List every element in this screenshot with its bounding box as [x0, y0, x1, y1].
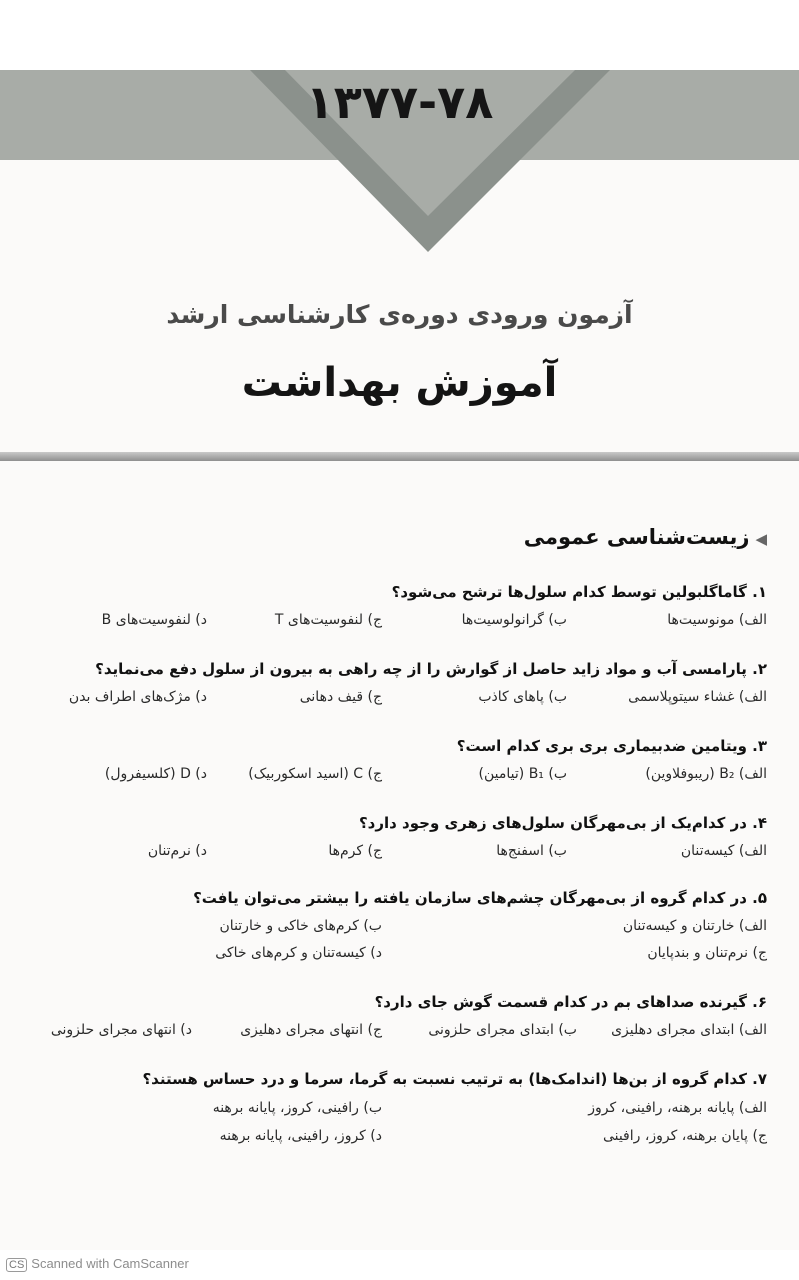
scanner-watermark: [6, 1256, 189, 1272]
top-margin: [0, 0, 799, 70]
option-a: الف) ابتدای مجرای دهلیزی: [611, 1022, 767, 1038]
option-a: الف) کیسه‌تنان: [680, 843, 767, 859]
option-a: الف) غشاء سیتوپلاسمی: [628, 689, 767, 705]
question-7: ۷. کدام گروه از بن‌ها (اندامک‌ها) به ترتیب نسبت به گرما، سرما و درد حساس هستند؟: [142, 1070, 767, 1088]
divider: [0, 452, 799, 461]
option-b: ب) گرانولوسیت‌ها: [461, 612, 567, 628]
option-c: ج) نرم‌تنان و بندپایان: [647, 945, 767, 961]
question-2: ۲. پارامسی آب و مواد زاید حاصل از گوارش را از چه راهی به بیرون از سلول دفع می‌نماید؟: [95, 660, 767, 678]
option-c: ج) قیف دهانی: [299, 689, 382, 705]
exam-subtitle: آزمون ورودی دوره‌ی کارشناسی ارشد: [166, 300, 633, 329]
options-2: [57, 689, 767, 713]
option-d: د) نرم‌تنان: [147, 843, 207, 859]
question-3: ۳. ویتامین ضدبیماری بری بری کدام است؟: [456, 737, 767, 755]
triangle-left-icon: ◀: [755, 530, 767, 548]
option-b: ب) B₁ (تیامین): [478, 766, 567, 782]
option-c: ج) لنفوسیت‌های T: [274, 612, 382, 628]
option-c: ج) کرم‌ها: [328, 843, 382, 859]
option-b: ب) اسفنج‌ها: [496, 843, 567, 859]
options-5-row-1: [57, 918, 767, 942]
options-5-row-2: [57, 945, 767, 969]
option-a: الف) مونوسیت‌ها: [667, 612, 767, 628]
section-title: زیست‌شناسی عمومی: [523, 525, 750, 549]
option-d: د) مژک‌های اطراف بدن: [68, 689, 207, 705]
question-1: ۱. گاماگلبولین توسط کدام سلول‌ها ترشح می‌شود؟: [391, 583, 767, 601]
options-7-row-1: [57, 1100, 767, 1124]
question-4: ۴. در کدام‌یک از بی‌مهرگان سلول‌های زهری وجود دارد؟: [358, 814, 767, 832]
option-c: ج) C (اسید اسکوربیک): [248, 766, 382, 782]
question-6: ۶. گیرنده صداهای بم در کدام قسمت گوش جای دارد؟: [374, 993, 767, 1011]
options-6: [50, 1022, 767, 1046]
option-d: د) D (کلسیفرول): [104, 766, 207, 782]
option-a: الف) B₂ (ریبوفلاوین): [645, 766, 767, 782]
option-b: ب) کرم‌های خاکی و خارتنان: [219, 918, 382, 934]
option-a: الف) خارتنان و کیسه‌تنان: [622, 918, 767, 934]
option-d: د) کروز، رافینی، پایانه برهنه: [219, 1128, 382, 1144]
option-c: ج) پایان برهنه، کروز، رافینی: [602, 1128, 767, 1144]
option-b: ب) رافینی، کروز، پایانه برهنه: [212, 1100, 382, 1116]
section-heading: [524, 525, 767, 549]
option-d: د) کیسه‌تنان و کرم‌های خاکی: [215, 945, 382, 961]
option-d: د) لنفوسیت‌های B: [101, 612, 207, 628]
options-4: [57, 843, 767, 867]
option-c: ج) انتهای مجرای دهلیزی: [240, 1022, 382, 1038]
exam-year: ۱۳۷۷-۷۸: [305, 75, 494, 129]
option-b: ب) پاهای کاذب: [478, 689, 567, 705]
options-7-row-2: [57, 1128, 767, 1152]
scanner-text: Scanned with CamScanner: [31, 1256, 189, 1271]
options-1: [57, 612, 767, 636]
option-d: د) انتهای مجرای حلزونی: [50, 1022, 192, 1038]
question-5: ۵. در کدام گروه از بی‌مهرگان چشم‌های سازمان یافته را بیشتر می‌توان یافت؟: [193, 889, 767, 907]
camscanner-logo-icon: CS: [6, 1258, 27, 1272]
option-a: الف) پایانه برهنه، رافینی، کروز: [588, 1100, 767, 1116]
exam-title: آموزش بهداشت: [241, 360, 558, 406]
option-b: ب) ابتدای مجرای حلزونی: [428, 1022, 577, 1038]
options-3: [57, 766, 767, 790]
